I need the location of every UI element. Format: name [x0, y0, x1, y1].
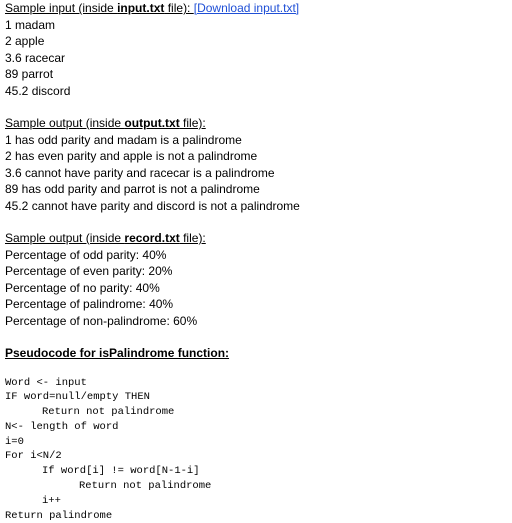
record-line: Percentage of non-palindrome: 60%	[5, 313, 198, 328]
spacer	[5, 362, 510, 376]
pseudocode-line: i=0	[5, 435, 24, 448]
pseudocode-heading: Pseudocode for isPalindrome function:	[5, 346, 230, 360]
sample-input-heading-prefix: Sample input (inside	[5, 1, 118, 15]
output-line: 1 has odd parity and madam is a palindrome	[5, 132, 242, 147]
input-line: 45.2 discord	[5, 83, 71, 98]
pseudocode-line: If word[i] != word[N-1-i]	[42, 465, 200, 478]
pseudocode-line: For i<N/2	[5, 450, 62, 463]
sample-record-heading	[5, 230, 510, 247]
pseudocode-line: i++	[42, 494, 61, 507]
record-line: Percentage of odd parity: 40%	[5, 247, 167, 262]
input-line: 1 madam	[5, 17, 56, 32]
output-line: 45.2 cannot have parity and discord is not a palindrome	[5, 198, 300, 213]
sample-output-heading-suffix: file):	[179, 116, 206, 130]
output-line: 89 has odd parity and parrot is not a palindrome	[5, 182, 260, 196]
pseudocode-line: Return palindrome	[5, 509, 113, 522]
pseudocode-line: Return not palindrome	[79, 480, 212, 493]
input-line: 2 apple	[5, 34, 45, 48]
document-page	[5, 0, 510, 523]
sample-record-heading-suffix: file):	[179, 231, 206, 245]
sample-output-heading	[5, 115, 510, 132]
spacer	[5, 214, 510, 230]
sample-input-heading	[5, 0, 510, 17]
pseudocode-line: Return not palindrome	[42, 406, 175, 419]
spacer	[5, 329, 510, 345]
pseudocode-line: IF word=null/empty THEN	[5, 391, 150, 404]
input-line: 89 parrot	[5, 67, 54, 81]
record-line: Percentage of palindrome: 40%	[5, 297, 174, 311]
record-line: Percentage of even parity: 20%	[5, 264, 173, 278]
record-filename: record.txt	[124, 231, 180, 245]
sample-output-heading-prefix: Sample output (inside	[5, 116, 125, 130]
download-input-link[interactable]: [Download input.txt]	[193, 1, 300, 15]
record-line: Percentage of no parity: 40%	[5, 280, 160, 295]
sample-input-heading-suffix: file):	[164, 1, 194, 15]
sample-record-heading-prefix: Sample output (inside	[5, 231, 125, 245]
input-filename: input.txt	[117, 1, 165, 15]
output-line: 3.6 cannot have parity and racecar is a palindrome	[5, 165, 275, 180]
pseudocode-line: Word <- input	[5, 376, 87, 389]
output-line: 2 has even parity and apple is not a palindrome	[5, 149, 258, 163]
spacer	[5, 99, 510, 115]
input-line: 3.6 racecar	[5, 50, 66, 65]
pseudocode-line: N<- length of word	[5, 420, 119, 433]
output-filename: output.txt	[124, 116, 180, 130]
